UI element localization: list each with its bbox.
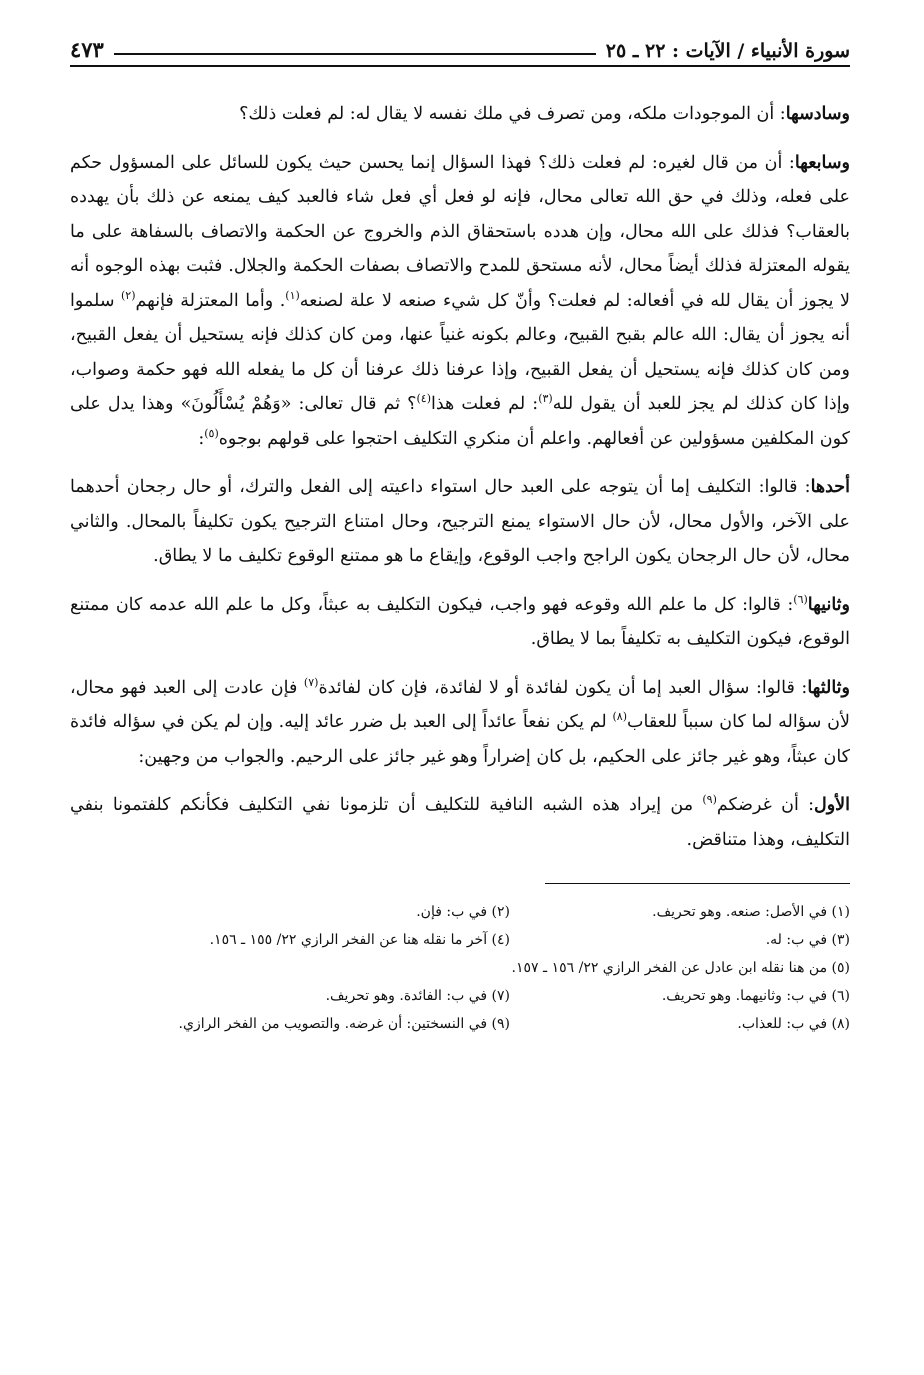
header-inline-rule [114,53,596,55]
paragraph-seventh [70,146,850,457]
page-number: ٤٧٣ [70,37,104,62]
paragraph-lead: وثالثها [807,677,850,698]
footnote-9: (٩) في النسختين: أن غرضه. والتصويب من الفخر الرازي. [178,1016,510,1032]
footnote-6: (٦) في ب: وثانيهما. وهو تحريف. [661,988,850,1004]
footnote-7: (٧) في ب: الفائدة. وهو تحريف. [325,988,510,1004]
footnote-3: (٣) في ب: له. [765,932,850,948]
footnote-row [70,1010,850,1038]
footnote-ref: (٩) [702,793,717,807]
paragraph-sixth [70,97,850,132]
paragraph-text: فإن عادت إلى العبد فهو محال، لأن سؤاله لما كان سبباً للعقاب [70,677,850,732]
running-header [70,28,850,62]
paragraph-lead: أحدها [810,477,850,497]
paragraph-text: : أن الموجودات ملكه، ومن تصرف في ملك نفسه لا يقال له: لم فعلت ذلك؟ [239,104,786,124]
footnote-2: (٢) في ب: فإن. [416,904,510,920]
paragraph-text: ؟ ثم قال تعالى: «وَهُمْ يُسْأَلُونَ» وهذا يدل على كون المكلفين مسؤولين عن أفعالهم. واعلم أن منكري التكليف احتجوا على قولهم بوجوه [70,394,850,449]
paragraph-text: : لم فعلت هذا [430,394,539,414]
footnote-ref: (٨) [612,710,628,724]
paragraph-third-objection [70,671,850,775]
footnote-ref: (٢) [120,288,136,302]
paragraph-first-answer [70,788,850,857]
footnote-ref: (٤) [416,392,431,406]
paragraph-second-objection [70,588,850,657]
paragraph-lead: وثانيها [807,594,850,615]
footnote-row [70,982,850,1010]
main-text [70,97,850,857]
footnote-row [70,954,850,982]
paragraph-text: لم يكن نفعاً عائداً إلى العبد بل ضرر عائد إليه. وإن لم يكن في سؤاله فائدة كان عبثاً، وهو غير جائز على الحكيم، بل كان إضراراً وهو غير جائز على الرحيم. والجواب من وجهين: [70,712,850,767]
paragraph-text: : قالوا: كل ما علم الله وقوعه فهو واجب، فيكون التكليف به عبثاً، وكل ما علم الله عدمه كان ممتنع الوقوع، فيكون التكليف به تكليفاً بما لا يطاق. [70,594,850,649]
footnote-ref: (٥) [204,426,219,440]
paragraph-text: : قالوا: سؤال العبد إما أن يكون لفائدة أو لا لفائدة، فإن كان لفائدة [318,677,808,698]
footnote-ref: (٦) [793,592,808,606]
paragraph-text: : أن من قال لغيره: لم فعلت ذلك؟ فهذا السؤال إنما يحسن حيث يكون للسائل على المسؤول حكم على فعله، وذلك في حق الله تعالى محال، فإنه لو فعل أي فعل شاء فالعبد كيف يمنعه عن ذلك بأن يهدده بالعقاب؟ فذلك على الله محال، وإن هدده باستحقاق الذم والخروج عن الحكمة والاتصاف بالسفاهة على ما يقوله المعتزلة فذلك أيضاً محال، لأنه مستحق للمدح والاتصاف بصفات الحكمة والجلال. فثبت بهذه الوجوه أنه لا يجوز أن يقال لله في أفعاله: لم فعلت؟ وأنّ كل شيء صنعه لا علة لصنعه [70,152,850,311]
footnote-4: (٤) آخر ما نقله هنا عن الفخر الرازي ٢٢/ ١٥٥ ـ ١٥٦. [209,932,510,948]
paragraph-lead: وسابعها [794,152,850,173]
footnote-row [70,898,850,926]
footnote-ref: (٧) [303,675,319,689]
paragraph-text: : أن غرضكم [716,795,814,815]
page [70,28,850,1038]
paragraph-text: : [198,428,205,449]
header-rule [70,65,850,67]
footnote-ref: (٣) [538,392,553,406]
footnote-1: (١) في الأصل: صنعه. وهو تحريف. [652,904,850,920]
running-header-title: سورة الأنبياء / الآيات : ٢٢ ـ ٢٥ [605,40,850,62]
paragraph-lead: وسادسها [785,104,850,124]
paragraph-text: . وأما المعتزلة فإنهم [135,290,286,311]
paragraph-text: من إيراد هذه الشبه النافية للتكليف أن تلزمونا نفي التكليف فكأنكم كلفتمونا بنفي التكليف، وهذا متناقض. [70,795,850,850]
paragraph-first-objection [70,470,850,574]
paragraph-lead: الأول [813,795,850,815]
footnote-row [70,926,850,954]
paragraph-text: سلموا أنه يجوز أن يقال: الله عالم بقبح القبيح، وعالم بكونه غنياً عنها، ومن كان كذلك فإنه يستحيل أن يفعل القبيح، ومن كان كذلك فإنه يستحيل أن يفعل القبيح، وإذا عرفنا ذلك عرفنا أن كل ما يفعله الله فهو حكمة وصواب، وإذا كان كذلك لم يجز للعبد أن يقول لله [70,290,851,414]
footnotes [70,898,850,1038]
paragraph-text: : قالوا: التكليف إما أن يتوجه على العبد حال استواء داعيته إلى الفعل والترك، أو حال رجحان أحدهما على الآخر، والأول محال، لأن حال الاستواء يمنع الترجيح، وحال امتناع الترجيح يكون تكليفاً بالمحال. والثاني محال، لأن حال الرجحان يكون الراجح واجب الوقوع، وإيقاع ما هو ممتنع الوقوع تكليف ما لا يطاق. [70,477,850,566]
footnote-ref: (١) [285,288,300,302]
footnote-rule [545,883,850,884]
footnote-8: (٨) في ب: للعذاب. [737,1016,850,1032]
footnote-5: (٥) من هنا نقله ابن عادل عن الفخر الرازي ٢٢/ ١٥٦ ـ ١٥٧. [511,960,850,976]
